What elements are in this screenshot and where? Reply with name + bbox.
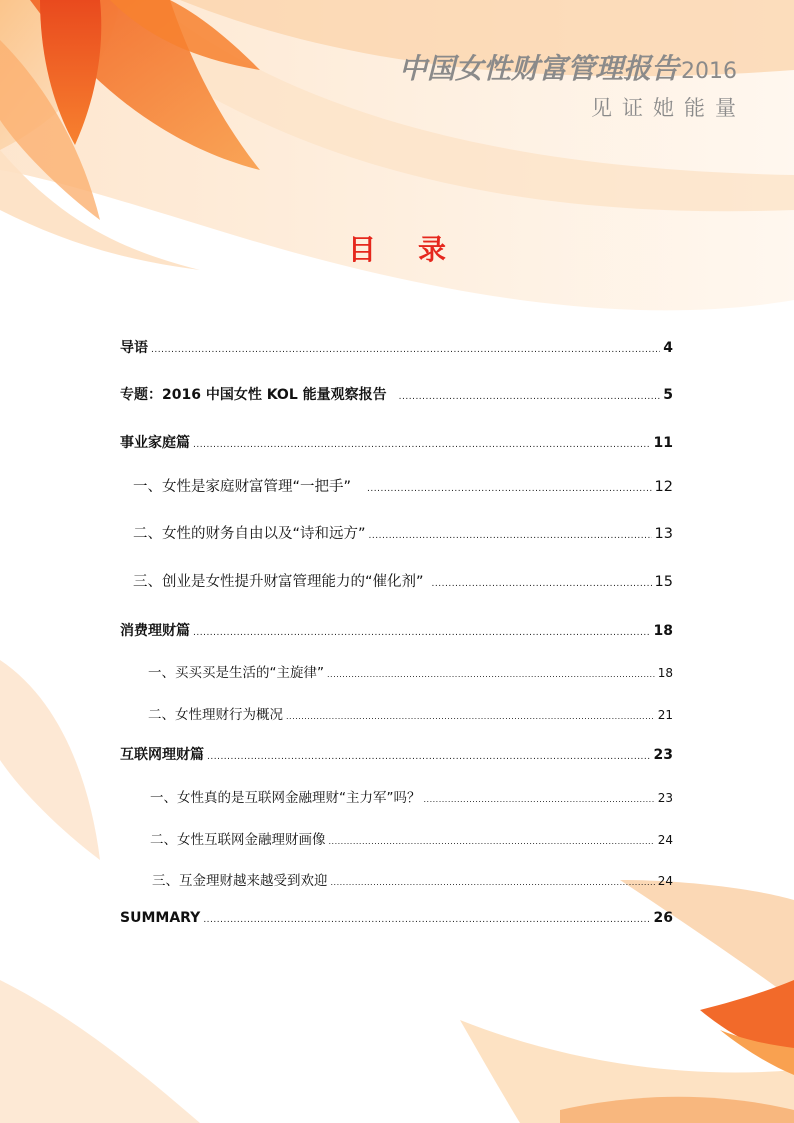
- toc-entry-page: 23: [657, 791, 673, 805]
- toc-leader: [367, 484, 652, 494]
- toc-entry-page: 4: [663, 340, 673, 356]
- toc-entry[interactable]: [150, 828, 673, 848]
- toc-entry[interactable]: [120, 337, 673, 357]
- toc-entry-label: 二、女性的财务自由以及“诗和远方”: [133, 526, 366, 542]
- toc-entry[interactable]: [120, 432, 673, 452]
- toc-entry-label: 一、买买买是生活的“主旋律”: [148, 665, 324, 681]
- toc-heading: 目录: [347, 233, 488, 266]
- toc-leader: [432, 579, 652, 589]
- toc-entry[interactable]: [133, 522, 673, 543]
- toc-entry[interactable]: [152, 869, 673, 889]
- toc-entry-page: 11: [653, 435, 673, 451]
- toc-entry-page: 5: [663, 387, 673, 403]
- toc-entry[interactable]: [148, 703, 673, 723]
- toc-entry-page: 24: [657, 874, 673, 888]
- toc-entry-label: 三、创业是女性提升财富管理能力的“催化剂”: [133, 574, 424, 590]
- report-subtitle: 见证她能量: [591, 96, 746, 120]
- toc-entry-label: 导语: [120, 340, 148, 356]
- toc-leader: [193, 628, 651, 638]
- toc-entry[interactable]: [150, 786, 673, 806]
- toc-leader: [193, 440, 651, 450]
- toc-entry-page: 23: [653, 747, 673, 763]
- toc-leader: [327, 670, 655, 679]
- toc-leader: [286, 712, 655, 721]
- toc-entry[interactable]: [120, 910, 673, 926]
- toc-entry-label: 消费理财篇: [120, 623, 190, 639]
- toc-entry[interactable]: [148, 661, 673, 681]
- toc-entry-label: 一、女性真的是互联网金融理财“主力军”吗？: [150, 790, 421, 806]
- toc-entry-label: 一、女性是家庭财富管理“一把手”: [133, 479, 352, 495]
- report-title: [399, 47, 737, 87]
- toc-entry[interactable]: [120, 384, 673, 404]
- toc-leader: [151, 345, 660, 355]
- report-title-text: 中国女性财富管理报告: [398, 52, 679, 85]
- report-year: 2016: [681, 59, 737, 84]
- toc-leader: [369, 531, 652, 541]
- toc-leader: [399, 392, 661, 402]
- toc-entry-page: 24: [657, 833, 673, 847]
- toc-entry-label: 事业家庭篇: [120, 435, 190, 451]
- toc-leader: [203, 915, 650, 925]
- toc-entry-label: 二、女性互联网金融理财画像: [150, 832, 326, 848]
- toc-entry-page: 18: [653, 623, 673, 639]
- toc-entry-page: 12: [654, 479, 673, 495]
- toc-leader: [331, 878, 655, 887]
- toc-entry-page: 15: [654, 574, 673, 590]
- toc-entry-label: 二、女性理财行为概况: [148, 707, 283, 723]
- toc-leader: [329, 837, 655, 846]
- toc-entry[interactable]: [133, 570, 673, 591]
- toc-leader: [207, 752, 651, 762]
- toc-entry-page: 26: [653, 910, 673, 926]
- toc-entry[interactable]: [120, 620, 673, 640]
- toc-entry-page: 21: [657, 708, 673, 722]
- toc-entry-label: 专题：2016 中国女性 KOL 能量观察报告: [120, 387, 387, 403]
- toc-entry-page: 13: [654, 526, 673, 542]
- toc-leader: [424, 795, 655, 804]
- toc-entry[interactable]: [120, 744, 673, 764]
- toc-entry-label: 互联网理财篇: [120, 747, 204, 763]
- toc-entry-label: 三、互金理财越来越受到欢迎: [152, 873, 328, 889]
- toc-entry[interactable]: [133, 475, 673, 496]
- toc-entry-page: 18: [657, 666, 673, 680]
- toc-entry-label: SUMMARY: [120, 910, 201, 926]
